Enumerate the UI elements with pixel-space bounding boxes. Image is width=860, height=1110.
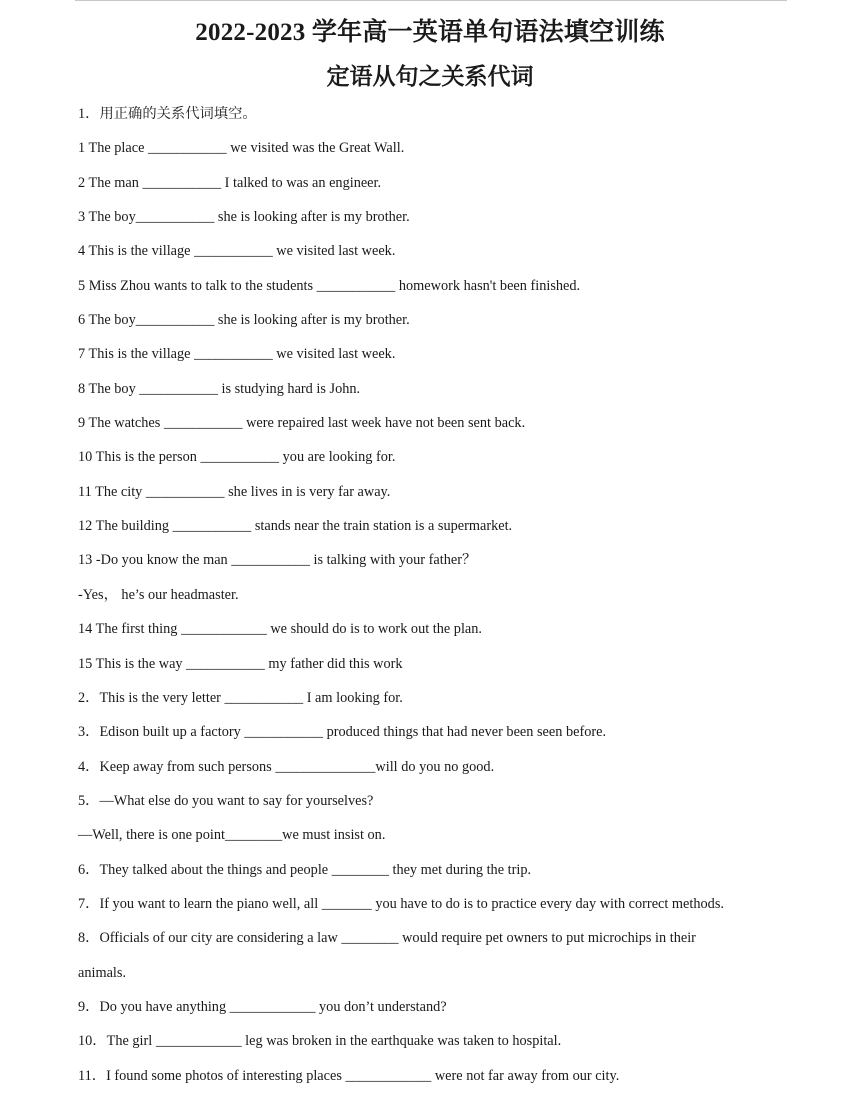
exercise-line: —Well, there is one point________we must insist on.	[78, 827, 386, 844]
exercise-line: 11 The city ___________ she lives in is very far away.	[78, 483, 391, 500]
exercise-line: 5 Miss Zhou wants to talk to the students ___________ homework hasn't been finished.	[78, 277, 581, 294]
exercise-line: 4．Keep away from such persons ______________will do you no good.	[78, 758, 495, 775]
exercise-line: 10．The girl ____________ leg was broken in the earthquake was taken to hospital.	[78, 1033, 562, 1050]
exercise-line: 2 The man ___________ I talked to was an engineer.	[78, 174, 382, 191]
exercise-line: 6．They talked about the things and people ________ they met during the trip.	[78, 861, 532, 878]
exercise-line: 11．I found some photos of interesting places ____________ were not far away from our city.	[78, 1067, 620, 1084]
exercise-line: 4 This is the village ___________ we visited last week.	[78, 243, 396, 260]
exercise-line: 13 -Do you know the man ___________ is talking with your father？	[78, 552, 477, 569]
exercise-list	[78, 104, 838, 1100]
exercise-line: 10 This is the person ___________ you are looking for.	[78, 449, 396, 466]
exercise-line: 1 The place ___________ we visited was the Great Wall.	[78, 140, 405, 157]
exercise-line: 7 This is the village ___________ we visited last week.	[78, 346, 396, 363]
exercise-line: 1．用正确的关系代词填空。	[78, 106, 257, 122]
exercise-line: 2．This is the very letter ___________ I am looking for.	[78, 689, 403, 706]
exercise-line: 3．Edison built up a factory ___________ produced things that had never been seen before.	[78, 724, 607, 741]
exercise-line: 8．Officials of our city are considering a law ________ would require pet owners to put microchips in their	[78, 930, 696, 947]
exercise-line: 8 The boy ___________ is studying hard is John.	[78, 380, 361, 397]
exercise-line: 9 The watches ___________ were repaired last week have not been sent back.	[78, 415, 526, 432]
exercise-line: 14 The first thing ____________ we should do is to work out the plan.	[78, 621, 482, 638]
page-subtitle: 定语从句之关系代词	[326, 64, 534, 89]
exercise-line: 5．—What else do you want to say for yourselves?	[78, 792, 374, 809]
page-title: 2022-2023 学年高一英语单句语法填空训练	[195, 19, 665, 46]
top-rule	[75, 0, 787, 1]
exercise-line: 15 This is the way ___________ my father did this work	[78, 655, 403, 672]
exercise-line: -Yes， he’s our headmaster.	[78, 586, 239, 603]
exercise-line: 3 The boy___________ she is looking after is my brother.	[78, 209, 410, 226]
exercise-line: 7．If you want to learn the piano well, all _______ you have to do is to practice every day with correct methods.	[78, 895, 724, 912]
exercise-line: animals.	[78, 964, 127, 981]
exercise-line: 6 The boy___________ she is looking after is my brother.	[78, 312, 410, 329]
exercise-line: 9．Do you have anything ____________ you don’t understand?	[78, 998, 447, 1015]
exercise-line: 12 The building ___________ stands near the train station is a supermarket.	[78, 518, 513, 535]
